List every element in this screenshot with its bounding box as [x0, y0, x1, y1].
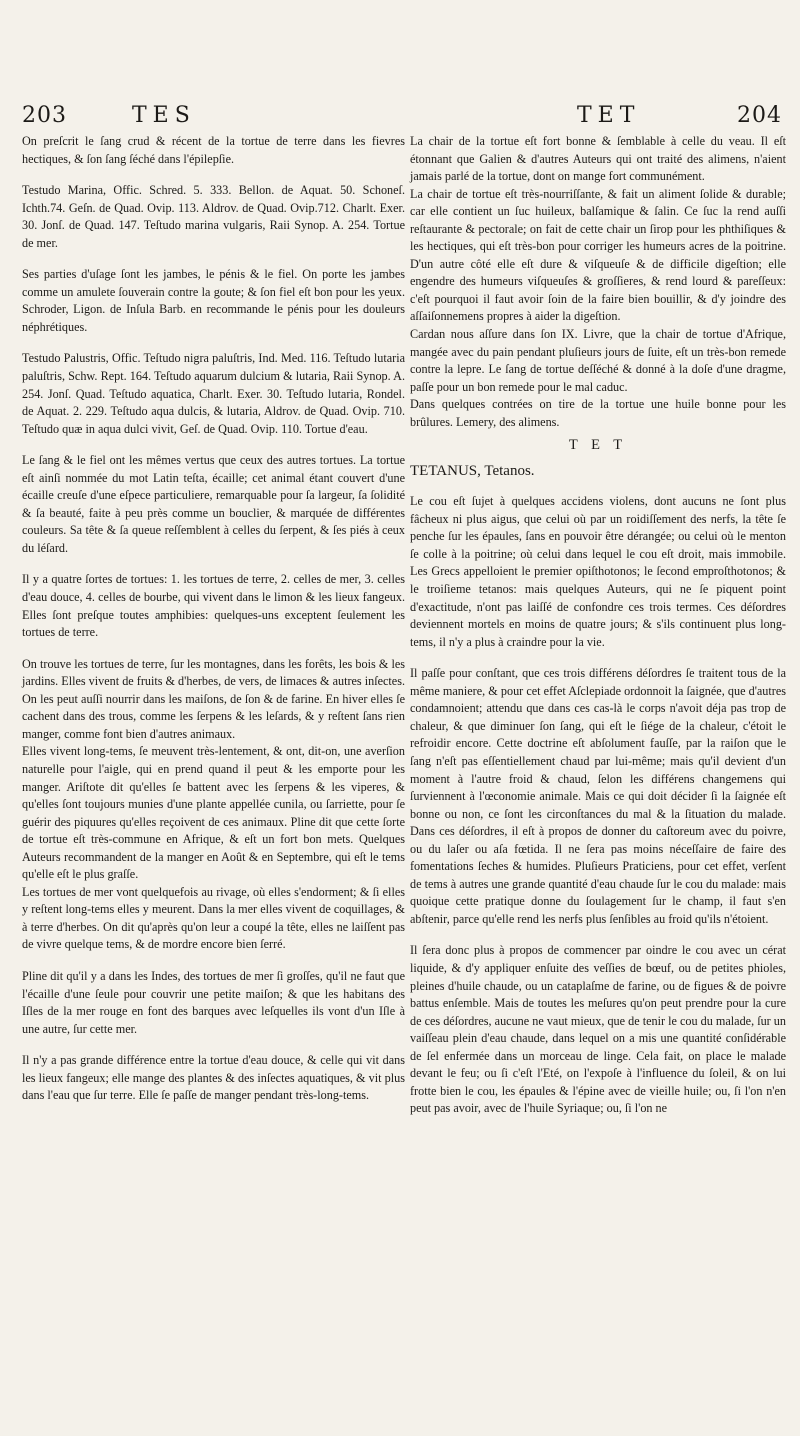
paragraph: On preſcrit le ſang crud & récent de la tortue de terre dans les fievres hectiques, & ſon ſang ſéché dans l'épilepſie.	[22, 134, 405, 166]
right-running-head: TET	[577, 103, 641, 128]
paragraph: Il y a quatre ſortes de tortues: 1. les tortues de terre, 2. celles de mer, 3. celles d'eau douce, 4. celles de bourbe, qui vivent dans le limon & les lieux fangeux. Elles ſont preſque toutes amphibies: quelques-uns exceptent ſeulement les tortues de terre.	[22, 572, 405, 640]
section-heading: T E T	[568, 437, 628, 454]
entry-title: TETANUS, Tetanos.	[410, 463, 535, 480]
paragraph: Le ſang & le fiel ont les mêmes vertus que ceux des autres tortues. La tortue eſt ainſi nommée du mot Latin teſta, écaille; cet animal étant couvert d'une écaille creuſe d'une eſpece particuliere, remarquable pour ſa largeur, ſa ſolidité & ſa beauté, faite à peu près comme un bouclier, & marquée de différentes couleurs. Sa tête & ſa queue reſſemblent à celles du ſerpent, & ſes piés à ceux du léſard.	[22, 453, 405, 555]
paragraph: Pline dit qu'il y a dans les Indes, des tortues de mer ſi groſſes, qu'il ne faut que l'écaille d'une ſeule pour couvrir une petite maiſon; & que les habitans des Iſles de la mer rouge en font des barques avec leſquelles ils vont d'un Iſle à une autre, ſur cette mer.	[22, 968, 405, 1036]
paragraph: La chair de la tortue eſt fort bonne & ſemblable à celle du veau. Il eſt étonnant que Galien & d'autres Auteurs qui ont traité des alimens, n'aient jamais parlé de la tortue, dont on mange fort communément.	[410, 134, 786, 184]
right-page-number: 204	[737, 103, 782, 128]
paragraph: Il ſera donc plus à propos de commencer par oindre le cou avec un cérat liquide, & d'y appliquer enſuite des veſſies de bœuf, ou de petites phioles, pleines d'huile chaude, ou un cataplaſme de farine, ou de figues & de poivre battus enſemble. Mais de toutes les meſures qu'on peut prendre pour la cure de ces déſordres, aucune ne vaut mieux, que de tenir le cou du malade, ſur un vaiſſeau plein d'eau chaude, dans lequel on a mis une quantité conſidérable de ſel enfermée dans un morceau de linge. Cela fait, on place le malade devant le feu; ou ſi c'eſt l'Eté, on l'expoſe à l'influence du ſoleil, & on lui frotte bien le cou, les épaules & l'épine avec de vieille huile; ou, ſi l'on n'en peut pas avoir, avec de l'huile Syriaque; ou, ſi l'on ne	[410, 943, 786, 1116]
paragraph: La chair de tortue eſt très-nourriſſante, & fait un aliment ſolide & durable; car elle contient un ſuc huileux, balſamique & ſalin. Ce ſuc la rend auſſi reſtaurante & pectorale; on fait de cette chair un ſirop pour les phthiſiques & les hectiques, qui eſt très-bon pour corriger les humeurs acres de la poitrine. D'un autre côté elle eſt dure & viſqueuſe & de difficile digeſtion; elle engendre des humeurs viſqueuſes & groſſieres, & rend lourd & pareſſeux: c'eſt pourquoi il faut avoir ſoin de la faire bien bouillir, & d'y joindre des aſſaiſonnemens propres à aider la digeſtion.	[410, 186, 786, 324]
paragraph: Dans quelques contrées on tire de la tortue une huile bonne pour les brûlures. Lemery, des alimens.	[410, 397, 786, 429]
paragraph: Le cou eſt ſujet à quelques accidens violens, dont aucuns ne ſont plus fâcheux ni plus aigus, que celui où par un roidiſſement des nerfs, la tête ſe penche ſur les épaules, ſans en pouvoir être dérangée; ou celui où le menton ſe colle à la poitrine; où celui dans lequel le cou eſt droit, mais immobile. Les Grecs appelloient le premier opiſthotonos; le ſecond emproſthotonos; & le troiſieme tetanos: mais quelques Auteurs, qui ne ſe piquent point d'exactitude, n'ont pas laiſſé de confondre ces trois termes. Ces déſordres deviennent mortels en moins de quatre jours; & s'ils continuent plus long-tems, il n'y a plus à craindre pour la vie.	[410, 494, 786, 649]
left-running-head: TES	[132, 103, 196, 128]
right-column	[410, 133, 786, 1118]
left-page-number: 203	[22, 103, 67, 128]
paragraph: Ses parties d'uſage ſont les jambes, le pénis & le fiel. On porte les jambes comme un amulete ſouverain contre la goute; & ſon fiel eſt bon pour les yeux. Schroder, Ligon. de Inſula Barb. en recommande le pénis pour les douleurs néphrétiques.	[22, 267, 405, 334]
testudo-marina-entry: Testudo Marina, Offic. Schred. 5. 333. Bellon. de Aquat. 50. Schoneſ. Ichth.74. Geſn. de Quad. Ovip. 113. Aldrov. de Quad. Ovip.712. Charlt. Exer. 30. Jonſ. de Quad. 147. Teſtudo marina vulgaris, Raii Synop. A. 254. Tortue de mer.	[22, 183, 405, 250]
testudo-palustris-entry: Testudo Palustris, Offic. Teſtudo nigra paluſtris, Ind. Med. 116. Teſtudo lutaria paluſtris, Schw. Rept. 164. Teſtudo aquarum dulcium & lutaria, Raii Synop. A. 254. Jonſ. Quad. Teſtudo aquatica, Charlt. Exer. 30. Teſtudo lutaria, Rondel. de Aquat. 2. 229. Teſtudo aqua dulcis, & lutaria, Aldrov. de Quad. Ovip. 710. Teſtudo quæ in aqua dulci vivit, Geſ. de Quad. Ovip. 110. Tortue d'eau.	[22, 351, 405, 436]
paragraph: Elles vivent long-tems, ſe meuvent très-lentement, & ont, dit-on, une averſion naturelle pour l'aigle, qui en prend quand il peut & les emporte pour les manger. Ariſtote dit qu'elles ſe battent avec les ſerpens & les viperes, & qu'elles ſont toujours munies d'une plante appellée cunila, ou ſarriette, pour ſe guérir des piquures qu'elles reçoivent de ces animaux. Pline dit que cette ſorte de tortue eſt très-commune en Afrique, & eſt un fort bon mets. Quelques Auteurs recommandent de la manger en Août & en Septembre, qui eſt le tems qu'elle eſt le plus graſſe.	[22, 744, 405, 882]
paragraph: Il n'y a pas grande différence entre la tortue d'eau douce, & celle qui vit dans les lieux fangeux; elle mange des plantes & des inſectes aquatiques, & vit plus dans l'eau que ſur terre. Elle ſe paſſe de manger pendant très-long-tems.	[22, 1053, 405, 1103]
paragraph: Il paſſe pour conſtant, que ces trois différens déſordres ſe traitent tous de la même maniere, & pour cet effet Aſclepiade ordonnoit la ſaignée, que d'autres condamnoient; attendu que dans ces cas-là le corps n'avoit déja pas trop de chaleur, & que diminuer ſon ſang, qui eſt le ſiége de la chaleur, c'étoit le refroidir encore. Cette doctrine eſt abſolument fauſſe, par la raiſon que le ſang n'eſt pas eſſentiellement chaud par lui-même; mais qu'il devient d'un moment à l'autre froid & chaud, ſelon les différens changemens qui ſurviennent à l'œconomie animale. Mais ce qui doit décider ſi la ſaignée eſt bonne ou non, ce ſont les circonſtances du mal & la ſituation du malade. Dans ces déſordres, il eſt à propos de donner du caſtoreum avec du poivre, ou du laſer ou aſa fœtida. Il ne ſera pas moins néceſſaire de faire des fomentations ſeches & humides. Pluſieurs Praticiens, pour cet effet, verſent de tems à autres une grande quantité d'eau chaude ſur le cou du malade: mais quoique cette pratique donne du ſoulagement ſur le champ, il faut s'en abſtenir, parce qu'elle rend les nerfs plus ſenſibles au froid qu'ils n'étoient.	[410, 666, 786, 926]
left-column	[22, 133, 405, 1105]
running-header	[22, 103, 782, 131]
paragraph: Les tortues de mer vont quelquefois au rivage, où elles s'endorment; & ſi elles y reſtent long-tems elles y meurent. Dans la mer elles vivent de coquillages, & à terre d'herbes. On dit qu'après qu'on leur a coupé la tête, elles ne laiſſent pas de vivre quelque tems, & de mordre encore bien ſerré.	[22, 884, 405, 952]
paragraph: Cardan nous aſſure dans ſon IX. Livre, que la chair de tortue d'Afrique, mangée avec du pain pendant pluſieurs jours de ſuite, eſt un très-bon remede contre la lepre. Le ſang de tortue deſſéché & donné à la doſe d'une dragme, paſſe pour un bon remede pour le mal caduc.	[410, 327, 786, 394]
paragraph: On trouve les tortues de terre, ſur les montagnes, dans les forêts, les bois & les jardins. Elles vivent de fruits & d'herbes, de vers, de limaces & autres inſectes. On les peut auſſi nourrir dans les maiſons, de ſon & de farine. En hiver elles ſe cachent dans des trous, comme les ſerpens & les leſards, & y reſtent ſans rien manger, comme font bien d'autres animaux.	[22, 656, 405, 741]
